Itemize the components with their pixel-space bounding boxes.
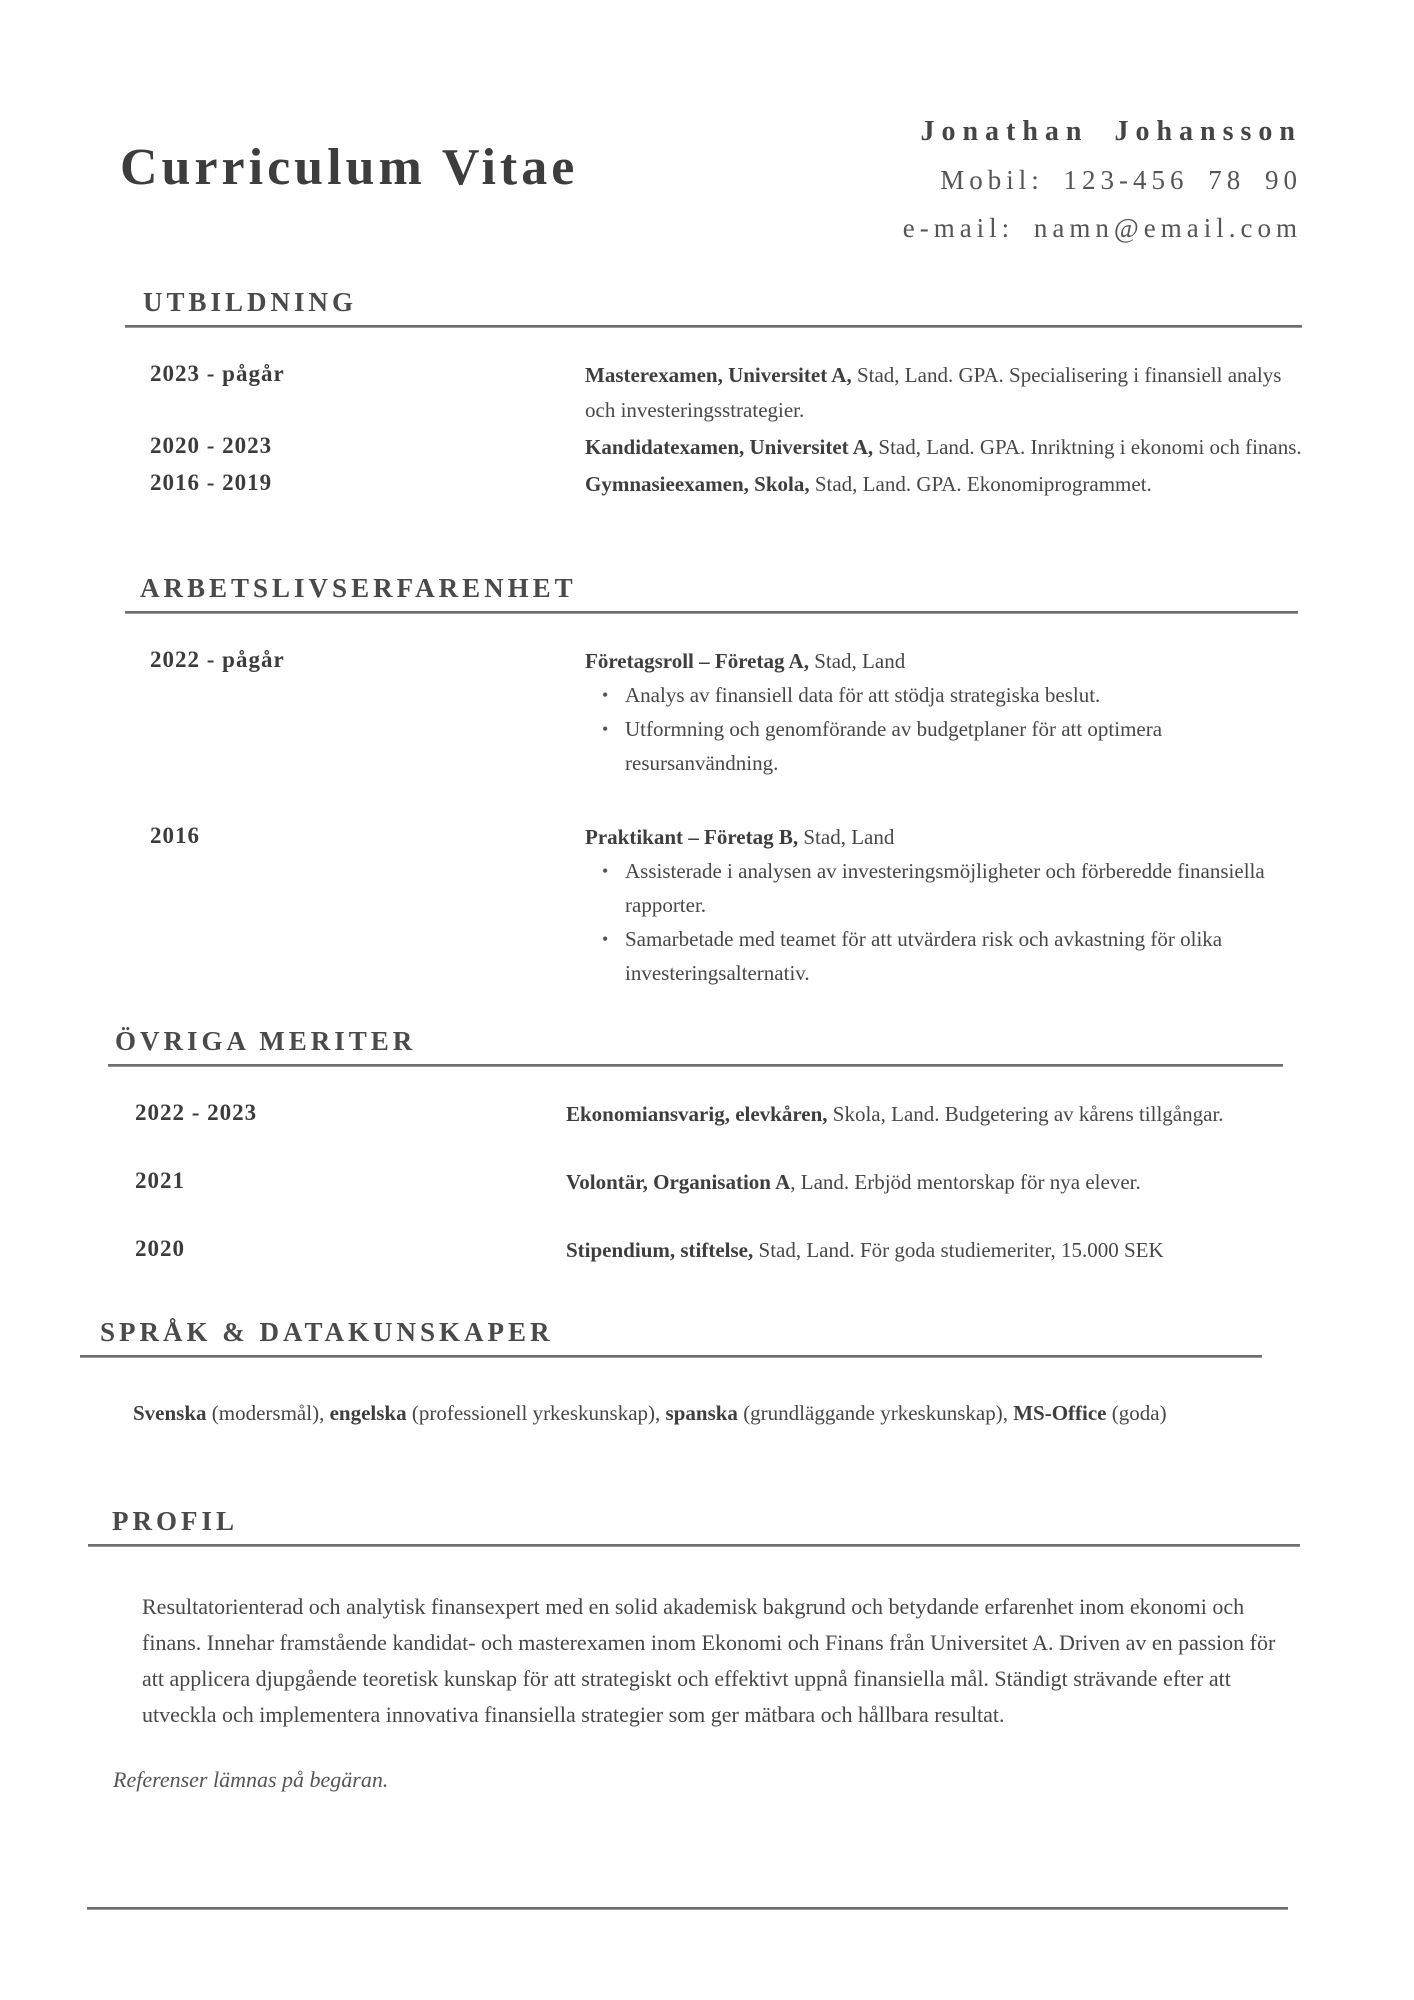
- bottom-rule: [87, 1907, 1288, 1910]
- contact-email: e-mail: namn@email.com: [902, 213, 1302, 243]
- entry-description: [566, 1097, 1283, 1132]
- profile-paragraph: Resultatorienterad och analytisk finansexpert med en solid akademisk bakgrund och betydande erfarenhet inom ekonomi och finans. Innehar framstående kandidat- och masterexamen inom Ekonomi och Finans från Universitet A. Driven av en passion för att applicera djupgående teoretisk kunskap för att strategiskt och effektivt uppnå finansiella mål. Ständigt strävande efter att utveckla och implementera innovativa finansiella strategier som ger mätbara och hållbara resultat.: [142, 1594, 1276, 1727]
- job-title-line: [585, 820, 1298, 854]
- entry-text: Stad, Land. GPA. Inriktning i ekonomi och finans.: [873, 435, 1302, 459]
- entry-title: Stipendium, stiftelse,: [566, 1238, 754, 1262]
- entry-text: , Land. Erbjöd mentorskap för nya elever.: [790, 1170, 1141, 1194]
- entry-title: Masterexamen, Universitet A,: [585, 363, 852, 387]
- entry-period: 2022 - 2023: [135, 1100, 258, 1125]
- profile-heading: PROFIL: [112, 1506, 239, 1536]
- entry-text: Stad, Land: [808, 649, 906, 673]
- entry-description: [585, 820, 1298, 990]
- education-heading: UTBILDNING: [143, 287, 358, 317]
- entry-title: Volontär, Organisation A: [566, 1170, 791, 1194]
- merit-entry: [108, 1233, 1283, 1268]
- education-entry: [125, 358, 1302, 428]
- skill-level: (professionell yrkeskunskap),: [406, 1401, 666, 1425]
- contact-mobile: Mobil: 123-456 78 90: [940, 165, 1302, 195]
- merits-heading: ÖVRIGA MERITER: [115, 1026, 417, 1056]
- section-rule: [88, 1544, 1300, 1547]
- skills-heading: SPRÅK & DATAKUNSKAPER: [100, 1317, 554, 1347]
- merit-entry: [108, 1097, 1283, 1132]
- entry-description: [566, 1165, 1283, 1200]
- skill-level: (grundläggande yrkeskunskap),: [737, 1401, 1014, 1425]
- job-bullets: [585, 678, 1298, 780]
- section-merits: [108, 1025, 1283, 1268]
- entry-description: [585, 430, 1302, 465]
- skill-level: (modersmål),: [206, 1401, 330, 1425]
- education-body: [125, 358, 1302, 502]
- entry-description: [585, 358, 1302, 428]
- references-note: Referenser lämnas på begäran.: [113, 1767, 389, 1792]
- bullet-item: • Utformning och genomförande av budgetplaner för att optimera resursanvändning.: [585, 712, 1298, 780]
- skill-name: Svenska: [133, 1401, 207, 1425]
- experience-body: [125, 644, 1298, 990]
- entry-title: Praktikant – Företag B,: [585, 825, 799, 849]
- section-rule: [80, 1355, 1262, 1358]
- skill-level: (goda): [1106, 1401, 1167, 1425]
- entry-description: [566, 1233, 1283, 1268]
- entry-period: 2020 - 2023: [150, 433, 273, 458]
- entry-period: 2023 - pågår: [150, 361, 285, 386]
- bullet-item: • Analys av finansiell data för att stödja strategiska beslut.: [585, 678, 1298, 712]
- contact-name: Jonathan Johansson: [920, 116, 1302, 147]
- contact-block: [903, 116, 1302, 244]
- section-education: [125, 286, 1302, 502]
- skill-name: engelska: [329, 1401, 407, 1425]
- skills-line: [80, 1396, 1262, 1430]
- section-profile: [88, 1505, 1300, 1733]
- entry-text: Stad, Land. För goda studiemeriter, 15.000 SEK: [753, 1238, 1164, 1262]
- header: [0, 0, 1414, 244]
- experience-heading: ARBETSLIVSERFARENHET: [140, 573, 577, 603]
- entry-period: 2016 - 2019: [150, 470, 273, 495]
- section-rule: [125, 611, 1298, 614]
- experience-entry: [125, 644, 1298, 780]
- skill-name: spanska: [665, 1401, 738, 1425]
- entry-text: Stad, Land. GPA. Ekonomiprogrammet.: [809, 472, 1152, 496]
- entry-period: 2020: [135, 1236, 185, 1261]
- section-skills: [80, 1316, 1262, 1430]
- entry-period: 2022 - pågår: [150, 647, 285, 672]
- entry-description: [585, 644, 1298, 780]
- entry-period: 2016: [150, 823, 200, 848]
- entry-period: 2021: [135, 1168, 185, 1193]
- job-bullets: [585, 854, 1298, 990]
- section-rule: [108, 1064, 1283, 1067]
- entry-text: Stad, Land. GPA. Specialisering i finansiell analys och investeringsstrategier.: [585, 363, 1282, 422]
- merit-entry: [108, 1165, 1283, 1200]
- education-entry: [125, 467, 1302, 502]
- entry-title: Kandidatexamen, Universitet A,: [585, 435, 874, 459]
- entry-title: Företagsroll – Företag A,: [585, 649, 809, 673]
- entry-title: Gymnasieexamen, Skola,: [585, 472, 810, 496]
- section-experience: [125, 572, 1298, 990]
- experience-entry: [125, 820, 1298, 990]
- job-title-line: [585, 644, 1298, 678]
- entry-text: Skola, Land. Budgetering av kårens tillgångar.: [827, 1102, 1224, 1126]
- education-entry: [125, 430, 1302, 465]
- entry-description: [585, 467, 1302, 502]
- section-rule: [125, 325, 1302, 328]
- entry-text: Stad, Land: [798, 825, 895, 849]
- bullet-item: • Samarbetade med teamet för att utvärdera risk och avkastning för olika investeringsalternativ.: [585, 922, 1298, 990]
- bullet-item: • Assisterade i analysen av investeringsmöjligheter och förberedde finansiella rapporter.: [585, 854, 1298, 922]
- merits-body: [108, 1097, 1283, 1268]
- page-title: Curriculum Vitae: [120, 139, 579, 196]
- entry-title: Ekonomiansvarig, elevkåren,: [566, 1102, 828, 1126]
- skill-name: MS-Office: [1013, 1401, 1107, 1425]
